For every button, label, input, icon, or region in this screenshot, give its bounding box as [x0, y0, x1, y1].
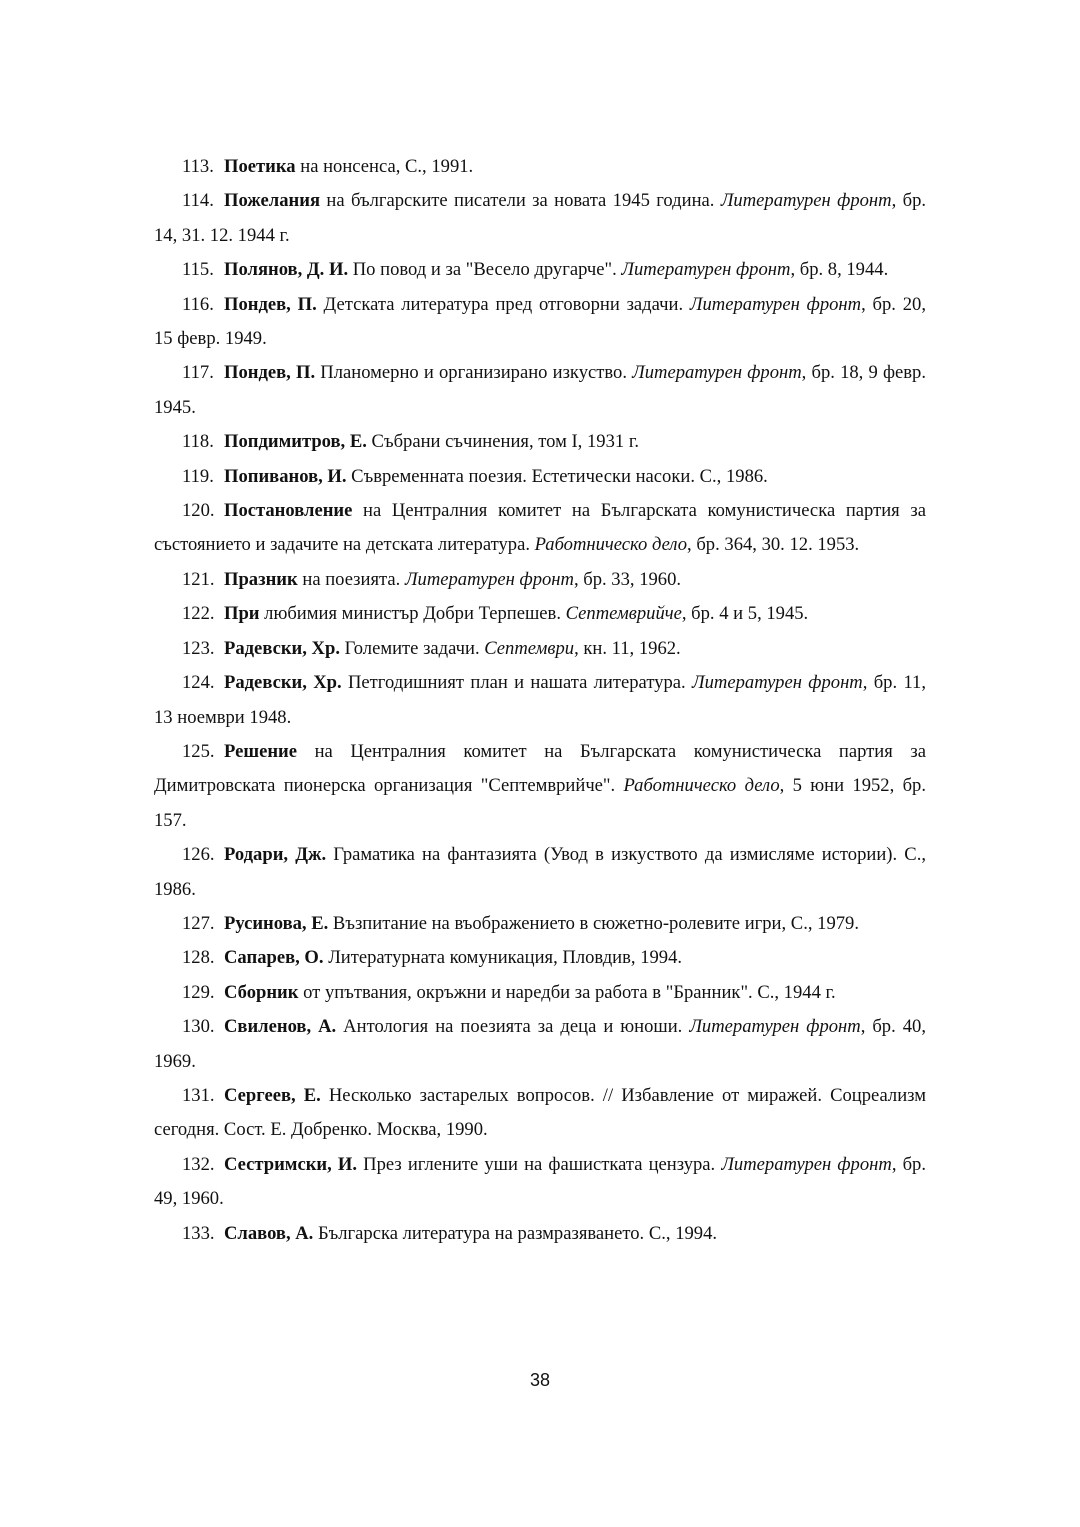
entry-source: Септемврийче: [565, 603, 682, 625]
entry-text: Съвременната поезия. Естетически насоки. С., 1986.: [346, 465, 768, 487]
entry-tail: , бр. 20, 15 февр. 1949.: [154, 293, 926, 350]
entry-author: Сапарев, О.: [224, 947, 324, 969]
entry-number: 130.: [182, 1016, 215, 1038]
bibliography-list: [154, 150, 926, 1251]
entry-author: Сергеев, Е.: [224, 1084, 321, 1106]
entry-number: 113.: [182, 156, 214, 177]
entry-number: 125.: [182, 740, 215, 762]
entry-text: Антология на поезията за деца и юноши.: [336, 1016, 690, 1038]
entry-text: Планомерно и организирано изкуство.: [315, 362, 633, 384]
bibliography-entry: [154, 1217, 926, 1251]
entry-number: 123.: [182, 637, 215, 659]
entry-author: Полянов, Д. И.: [224, 259, 349, 281]
bibliography-entry: [154, 253, 926, 287]
entry-text: Българска литература на размразяването. С., 1994.: [313, 1222, 718, 1244]
entry-source: Литературен фронт: [689, 1016, 861, 1038]
entry-source: Работническо дело: [534, 534, 688, 556]
entry-tail: , бр. 8, 1944.: [790, 259, 889, 281]
entry-source: Литературен фронт: [632, 362, 802, 384]
entry-author: При: [224, 603, 260, 625]
bibliography-entry: [154, 838, 926, 907]
entry-author: Пожелания: [224, 190, 321, 212]
bibliography-entry: [154, 632, 926, 666]
entry-text: на нонсенса, С., 1991.: [295, 156, 474, 177]
entry-author: Радевски, Хр.: [224, 637, 340, 659]
entry-tail: , бр. 4 и 5, 1945.: [681, 603, 809, 625]
entry-source: Литературен фронт: [689, 293, 862, 315]
entry-number: 117.: [182, 362, 214, 384]
entry-source: Септември: [484, 637, 575, 659]
entry-text: от упътвания, окръжни и наредби за работа в "Бранник". С., 1944 г.: [298, 981, 836, 1003]
entry-text: Несколько застарелых вопросов. // Избавление от миражей. Соцреализм сегодня. Сост. Е. Добренко. Москва, 1990.: [154, 1084, 926, 1141]
bibliography-entry: [154, 184, 926, 253]
entry-tail: , 5 юни 1952, бр. 157.: [154, 775, 927, 831]
entry-number: 128.: [182, 947, 215, 969]
entry-text: на българските писатели за новата 1945 година.: [320, 190, 721, 212]
bibliography-entry: [154, 1010, 926, 1079]
entry-author: Пондев, П.: [224, 362, 316, 384]
entry-text: По повод и за "Весело другарче".: [348, 259, 622, 281]
entry-number: 129.: [182, 981, 215, 1003]
entry-author: Попиванов, И.: [224, 465, 347, 487]
bibliography-entry: [154, 1148, 926, 1217]
bibliography-entry: [154, 460, 926, 494]
bibliography-entry: [154, 735, 926, 838]
entry-author: Постановление: [224, 500, 353, 522]
entry-source: Литературен фронт: [720, 190, 892, 212]
entry-number: 131.: [182, 1084, 215, 1106]
entry-text: Литературната комуникация, Пловдив, 1994.: [323, 947, 683, 969]
entry-number: 118.: [182, 431, 214, 453]
bibliography-entry: [154, 907, 926, 941]
entry-text: Възпитание на въображението в сюжетно-ролевите игри, С., 1979.: [328, 912, 859, 934]
entry-tail: , бр. 14, 31. 12. 1944 г.: [154, 190, 927, 246]
entry-text: Петгодишният план и нашата литература.: [341, 672, 693, 694]
entry-number: 121.: [182, 568, 215, 590]
entry-number: 122.: [182, 603, 215, 625]
bibliography-entry: [154, 288, 926, 357]
entry-source: Литературен фронт: [721, 1153, 892, 1175]
entry-number: 126.: [182, 844, 215, 866]
entry-author: Славов, А.: [224, 1222, 314, 1244]
entry-author: Решение: [224, 740, 297, 762]
entry-source: Литературен фронт: [621, 259, 791, 281]
bibliography-entry: [154, 563, 926, 597]
entry-author: Попдимитров, Е.: [224, 431, 367, 453]
entry-author: Свиленов, А.: [224, 1016, 337, 1038]
entry-text: Граматика на фантазията (Увод в изкуството да измисляме истории). С., 1986.: [154, 844, 926, 900]
entry-source: Литературен фронт: [692, 672, 863, 694]
entry-author: Родари, Дж.: [224, 844, 327, 866]
bibliography-entry: [154, 941, 926, 975]
entry-text: Събрани съчинения, том I, 1931 г.: [366, 431, 639, 453]
entry-tail: , бр. 364, 30. 12. 1953.: [687, 534, 860, 556]
entry-author: Пондев, П.: [224, 293, 317, 315]
entry-text: любимия министър Добри Терпешев.: [259, 603, 566, 625]
entry-tail: , кн. 11, 1962.: [574, 637, 681, 659]
entry-author: Поетика: [224, 156, 296, 177]
bibliography-entry: [154, 150, 926, 184]
bibliography-entry: [154, 976, 926, 1010]
entry-text: на Централния комитет на Българската комунистическа партия за Димитровската пионерска организация "Септемврийче".: [154, 740, 926, 797]
bibliography-entry: [154, 1079, 926, 1148]
entry-number: 132.: [182, 1153, 215, 1175]
entry-author: Русинова, Е.: [224, 912, 329, 934]
entry-text: на поезията.: [297, 568, 405, 590]
entry-author: Сестримски, И.: [224, 1153, 358, 1175]
bibliography-entry: [154, 666, 926, 735]
entry-source: Работническо дело: [623, 775, 780, 797]
entry-number: 114.: [182, 190, 214, 212]
entry-text: на Централния комитет на Българската комунистическа партия за състоянието и задачите на детската литература.: [154, 500, 926, 556]
entry-tail: , бр. 40, 1969.: [154, 1016, 926, 1072]
entry-number: 127.: [182, 912, 215, 934]
page-number: 38: [529, 1370, 551, 1390]
entry-tail: , бр. 49, 1960.: [154, 1153, 926, 1210]
entry-text: Детската литература пред отговорни задачи.: [316, 293, 690, 315]
entry-number: 116.: [182, 293, 214, 315]
entry-source: Литературен фронт: [404, 568, 574, 590]
entry-author: Радевски, Хр.: [224, 672, 342, 694]
entry-text: Големите задачи.: [339, 637, 485, 659]
entry-number: 124.: [182, 672, 215, 694]
bibliography-entry: [154, 356, 926, 425]
bibliography-entry: [154, 494, 926, 563]
entry-number: 119.: [182, 465, 214, 487]
entry-number: 120.: [182, 500, 215, 522]
entry-number: 133.: [182, 1222, 215, 1244]
entry-author: Празник: [224, 568, 298, 590]
entry-text: През иглените уши на фашистката цензура.: [357, 1153, 722, 1175]
bibliography-entry: [154, 597, 926, 631]
entry-tail: , бр. 11, 13 ноември 1948.: [154, 672, 927, 728]
bibliography-entry: [154, 425, 926, 459]
entry-number: 115.: [182, 259, 214, 281]
entry-tail: , бр. 18, 9 февр. 1945.: [154, 362, 926, 418]
entry-author: Сборник: [224, 981, 299, 1003]
entry-tail: , бр. 33, 1960.: [573, 568, 682, 590]
